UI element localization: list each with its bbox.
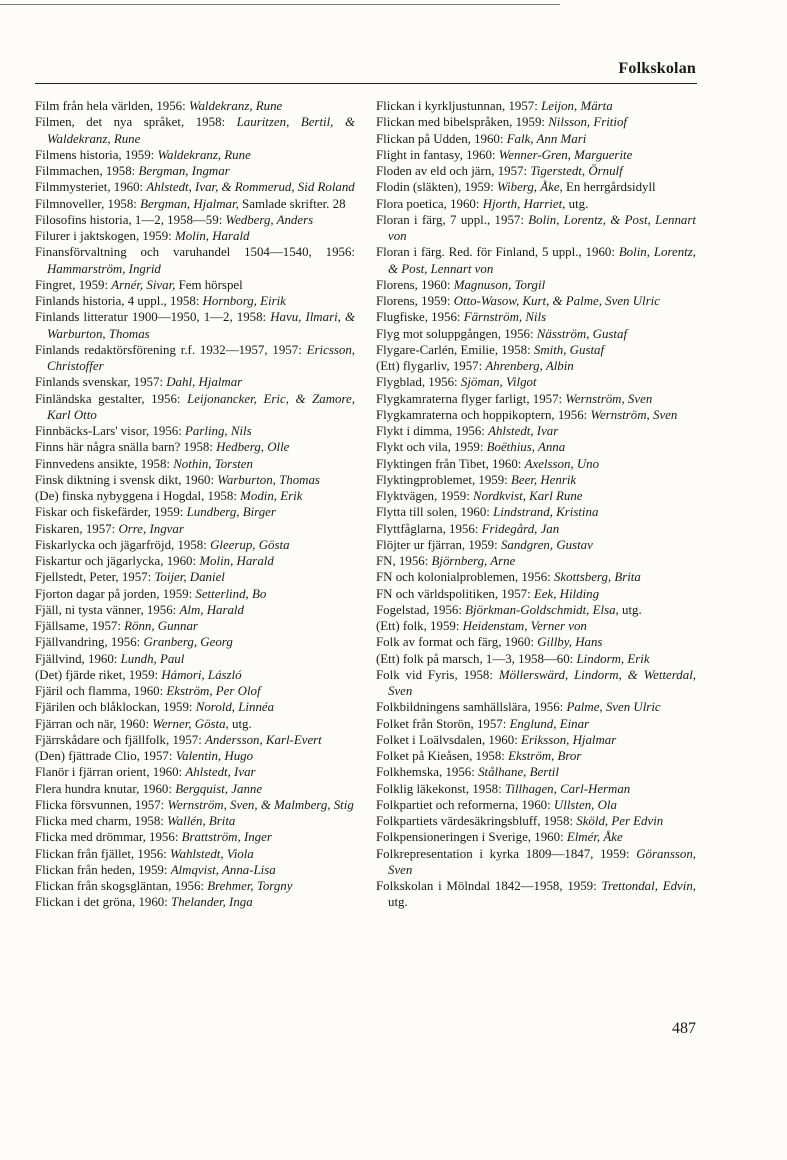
entry-author: Gleerup, Gösta xyxy=(210,537,290,552)
index-entry xyxy=(376,212,696,245)
entry-author: Bergman, Hjalmar, xyxy=(140,196,239,211)
running-head: Folkskolan xyxy=(618,60,696,77)
index-entry xyxy=(35,472,355,488)
index-entry xyxy=(35,602,355,618)
entry-title: Flight in fantasy, 1960: xyxy=(376,147,499,162)
index-entry xyxy=(35,586,355,602)
index-entry xyxy=(376,358,696,374)
entry-title: Finlands litteratur 1900—1950, 1—2, 1958: xyxy=(35,310,271,325)
index-entry xyxy=(376,586,696,602)
entry-author: Valentin, Hugo xyxy=(175,749,254,763)
index-entry xyxy=(35,537,355,553)
entry-author: Arnér, Sivar, xyxy=(111,277,176,292)
page-number: 487 xyxy=(672,1020,696,1037)
entry-title: Flykt och vila, 1959: xyxy=(376,440,487,455)
entry-author: Ahlstedt, Ivar xyxy=(488,424,559,438)
index-entry xyxy=(35,651,355,667)
entry-author: Björkman-Goldschmidt, Elsa, xyxy=(465,602,619,617)
entry-author: Eek, Hilding xyxy=(533,586,600,601)
entry-author: Hámori, László xyxy=(161,667,242,682)
entry-title: Folkrepresentation i kyrka 1809—1847, 1959: xyxy=(376,846,637,861)
index-entry xyxy=(376,797,696,813)
entry-author: Stålhane, Bertil xyxy=(478,765,559,780)
entry-title: Flygare-Carlén, Emilie, 1958: xyxy=(376,342,534,357)
entry-note: utg. xyxy=(388,895,408,910)
entry-author: Hjorth, Harriet, xyxy=(482,196,566,211)
entry-author: Havu, Ilmari, & Warburton, Thomas xyxy=(47,310,355,341)
entry-author: Lauritzen, Bertil, & Waldekranz, Rune xyxy=(47,115,355,146)
entry-author: Bolin, Lorentz, & Post, Lennart von xyxy=(388,245,696,276)
entry-author: Orre, Ingvar xyxy=(118,521,184,536)
index-entry xyxy=(35,212,355,228)
entry-title: Floden av eld och järn, 1957: xyxy=(376,164,531,178)
entry-author: Hornborg, Eirik xyxy=(202,294,286,308)
entry-author: Björnberg, Arne xyxy=(431,554,516,568)
index-entry xyxy=(35,667,355,683)
entry-author: Skottsberg, Brita xyxy=(553,570,641,585)
index-entry xyxy=(35,846,355,862)
index-entry xyxy=(376,569,696,585)
index-entry xyxy=(35,894,355,910)
index-entry xyxy=(35,748,355,764)
index-entry xyxy=(376,764,696,780)
index-entry xyxy=(376,439,696,455)
entry-title: Florens, 1960: xyxy=(376,277,454,292)
index-entry xyxy=(35,114,355,147)
entry-author: Färnström, Nils xyxy=(463,310,547,325)
index-entry xyxy=(35,862,355,878)
entry-title: Filmmysteriet, 1960: xyxy=(35,180,147,195)
index-entry xyxy=(35,504,355,520)
entry-title: Flygkamraterna flyger farligt, 1957: xyxy=(376,391,566,406)
entry-title: Fiskaren, 1957: xyxy=(35,521,119,536)
entry-note: utg. xyxy=(228,716,252,731)
entry-author: Trettondal, Edvin, xyxy=(601,879,696,893)
entry-author: Eriksson, Hjalmar xyxy=(521,732,617,747)
entry-author: Näsström, Gustaf xyxy=(536,326,628,341)
entry-author: Granberg, Georg xyxy=(143,635,233,650)
entry-title: Film från hela världen, 1956: xyxy=(35,99,189,113)
entry-author: Smith, Gustaf xyxy=(533,342,605,357)
entry-author: Axelsson, Uno xyxy=(524,456,600,471)
entry-author: Alm, Harald xyxy=(179,602,244,617)
entry-title: Fjäril och flamma, 1960: xyxy=(35,684,167,698)
entry-author: Wernström, Sven xyxy=(590,407,678,422)
entry-title: Finlands redaktörsförening r.f. 1932—1957, 1957: xyxy=(35,342,307,357)
entry-author: Bergman, Ingmar xyxy=(138,164,230,178)
index-entry xyxy=(35,634,355,650)
entry-title: Fiskar och fiskefärder, 1959: xyxy=(35,505,187,520)
entry-author: Modin, Erik xyxy=(240,489,303,503)
index-entry xyxy=(376,618,696,634)
entry-title: (Ett) folk, 1959: xyxy=(376,619,463,633)
left-column xyxy=(35,98,355,911)
entry-author: Beer, Henrik xyxy=(511,472,577,487)
index-entry xyxy=(376,748,696,764)
entry-title: Flickan i det gröna, 1960: xyxy=(35,895,172,910)
index-entry xyxy=(35,277,355,293)
entry-author: Ahrenberg, Albin xyxy=(485,359,574,373)
entry-author: Ekström, Per Olof xyxy=(166,684,261,698)
entry-note: utg. xyxy=(565,196,589,211)
entry-title: Flickan från fjället, 1956: xyxy=(35,846,170,861)
entry-author: Boëthius, Anna xyxy=(486,440,566,455)
index-entry xyxy=(35,293,355,309)
index-entry xyxy=(35,163,355,179)
entry-title: Filmens historia, 1959: xyxy=(35,147,158,162)
index-entry xyxy=(376,326,696,342)
index-entry xyxy=(376,196,696,212)
entry-title: Filmnoveller, 1958: xyxy=(35,196,141,211)
index-entry xyxy=(35,716,355,732)
index-entry xyxy=(35,569,355,585)
entry-title: Fiskartur och jägarlycka, 1960: xyxy=(35,554,200,568)
entry-author: Palme, Sven Ulric xyxy=(566,700,661,715)
entry-title: Floran i färg, 7 uppl., 1957: xyxy=(376,212,529,227)
entry-author: Rönn, Gunnar xyxy=(124,619,198,633)
entry-title: Flickan från skogsgläntan, 1956: xyxy=(35,879,208,893)
entry-author: Bolin, Lorentz, & Post, Lennart von xyxy=(388,212,696,243)
entry-title: Flicka med charm, 1958: xyxy=(35,814,168,828)
entry-title: Filmmachen, 1958: xyxy=(35,164,139,178)
index-entry xyxy=(35,196,355,212)
entry-title: Finlands historia, 4 uppl., 1958: xyxy=(35,294,203,308)
index-entry xyxy=(35,228,355,244)
index-entry xyxy=(376,504,696,520)
entry-title: Flygkamraterna och hoppikoptern, 1956: xyxy=(376,407,591,422)
entry-author: Setterlind, Bo xyxy=(195,586,267,601)
index-entry xyxy=(376,131,696,147)
index-entry xyxy=(376,667,696,700)
entry-author: Wiberg, Åke, xyxy=(497,180,563,195)
entry-author: Falk, Ann Mari xyxy=(506,131,587,146)
index-entry xyxy=(35,781,355,797)
entry-author: Wernström, Sven xyxy=(565,391,653,406)
entry-title: Folket i Loälvsdalen, 1960: xyxy=(376,732,522,747)
entry-author: Nilsson, Fritiof xyxy=(548,115,627,130)
entry-title: Fjällvind, 1960: xyxy=(35,651,121,666)
index-entry xyxy=(376,147,696,163)
entry-title: (Det) fjärde riket, 1959: xyxy=(35,667,162,682)
index-entry xyxy=(35,764,355,780)
entry-title: Fiskarlycka och jägarfröjd, 1958: xyxy=(35,537,211,552)
entry-title: Flicka med drömmar, 1956: xyxy=(35,830,182,845)
entry-title: Finsk diktning i svensk dikt, 1960: xyxy=(35,472,218,487)
entry-title: (De) finska nybyggena i Hogdal, 1958: xyxy=(35,489,241,503)
entry-title: Finns här några snälla barn? 1958: xyxy=(35,440,217,455)
entry-title: Filosofins historia, 1—2, 1958—59: xyxy=(35,212,226,227)
entry-title: Flera hundra knutar, 1960: xyxy=(35,781,176,796)
entry-author: Fridegård, Jan xyxy=(481,521,560,536)
entry-title: FN och världspolitiken, 1957: xyxy=(376,586,534,601)
entry-title: Flickan på Udden, 1960: xyxy=(376,131,507,146)
entry-title: Flyktvägen, 1959: xyxy=(376,489,474,503)
entry-author: Wedberg, Anders xyxy=(225,212,314,227)
entry-title: Fjärrskådare och fjällfolk, 1957: xyxy=(35,732,206,747)
right-column xyxy=(376,98,696,911)
entry-title: Flygblad, 1956: xyxy=(376,375,461,390)
index-entry xyxy=(35,98,355,114)
index-entry xyxy=(376,537,696,553)
entry-author: Möllerswärd, Lindorm, & Wetterdal, Sven xyxy=(388,667,696,698)
entry-author: Brehmer, Torgny xyxy=(207,879,293,893)
entry-title: Florens, 1959: xyxy=(376,294,454,308)
entry-title: Folkskolan i Mölndal 1842—1958, 1959: xyxy=(376,879,602,893)
entry-author: Heidenstam, Verner von xyxy=(462,619,587,633)
entry-title: FN, 1956: xyxy=(376,554,432,568)
entry-author: Werner, Gösta, xyxy=(152,716,229,731)
entry-title: Fjällvandring, 1956: xyxy=(35,635,144,650)
entry-author: Ericsson, Christoffer xyxy=(47,342,355,373)
entry-title: Flugfiske, 1956: xyxy=(376,310,464,325)
entry-title: Flicka försvunnen, 1957: xyxy=(35,797,168,812)
entry-author: Leijonancker, Eric, & Zamore, Karl Otto xyxy=(47,391,355,422)
index-entry xyxy=(35,813,355,829)
entry-author: Nothin, Torsten xyxy=(173,456,253,471)
entry-title: Fingret, 1959: xyxy=(35,277,112,292)
entry-author: Norold, Linnéa xyxy=(195,700,275,715)
index-entry xyxy=(376,98,696,114)
index-entry xyxy=(35,439,355,455)
entry-author: Tigerstedt, Örnulf xyxy=(530,164,623,178)
entry-author: Elmér, Åke xyxy=(566,830,623,845)
entry-author: Tillhagen, Carl-Herman xyxy=(504,781,631,796)
index-entry xyxy=(376,602,696,618)
entry-author: Parling, Nils xyxy=(185,424,252,438)
entry-author: Ekström, Bror xyxy=(508,749,582,763)
index-entry xyxy=(376,244,696,277)
entry-note: Samlade skrifter. 28 xyxy=(238,196,346,211)
index-entry xyxy=(35,829,355,845)
entry-title: Fjäll, ni tysta vänner, 1956: xyxy=(35,602,180,617)
entry-author: Gillby, Hans xyxy=(537,635,603,650)
entry-title: Folkhemska, 1956: xyxy=(376,765,479,780)
index-entry xyxy=(376,179,696,195)
index-entry xyxy=(35,391,355,424)
entry-title: Folket från Storön, 1957: xyxy=(376,716,510,731)
entry-author: Ullsten, Ola xyxy=(553,797,617,812)
entry-author: Wallén, Brita xyxy=(167,814,236,828)
entry-author: Leijon, Märta xyxy=(541,99,613,113)
index-entry xyxy=(35,683,355,699)
entry-title: Flyg mot soluppgången, 1956: xyxy=(376,326,537,341)
index-entry xyxy=(35,618,355,634)
index-entry xyxy=(35,423,355,439)
entry-title: Folkpensioneringen i Sverige, 1960: xyxy=(376,830,567,845)
index-entry xyxy=(376,521,696,537)
entry-note: Fem hörspel xyxy=(175,277,243,292)
index-entry xyxy=(376,651,696,667)
entry-note: En herrgårdsidyll xyxy=(562,180,656,195)
entry-title: Fjellstedt, Peter, 1957: xyxy=(35,570,155,585)
index-entry xyxy=(376,716,696,732)
entry-title: Finansförvaltning och varuhandel 1504—1540, 1956: xyxy=(35,245,355,260)
entry-author: Warburton, Thomas xyxy=(217,472,320,487)
index-entry xyxy=(376,114,696,130)
entry-author: Almqvist, Anna-Lisa xyxy=(170,862,276,877)
entry-title: Flickan i kyrkljustunnan, 1957: xyxy=(376,99,542,113)
index-entry xyxy=(35,521,355,537)
entry-title: (Den) fjättrade Clio, 1957: xyxy=(35,749,176,763)
entry-author: Molin, Harald xyxy=(175,229,250,243)
entry-author: Sandgren, Gustav xyxy=(500,537,593,552)
entry-author: Brattström, Inger xyxy=(181,830,272,845)
entry-title: Fjärran och när, 1960: xyxy=(35,716,153,731)
index-entry xyxy=(376,699,696,715)
entry-title: Flyttfåglarna, 1956: xyxy=(376,521,482,536)
entry-author: Otto-Wasow, Kurt, & Palme, Sven Ulric xyxy=(453,294,660,308)
index-entry xyxy=(35,699,355,715)
index-entry xyxy=(376,423,696,439)
index-entry xyxy=(376,732,696,748)
index-entry xyxy=(35,374,355,390)
entry-author: Waldekranz, Rune xyxy=(157,147,251,162)
entry-title: (Ett) folk på marsch, 1—3, 1958—60: xyxy=(376,651,577,666)
index-entry xyxy=(376,391,696,407)
entry-title: Flanör i fjärran orient, 1960: xyxy=(35,765,186,780)
entry-title: Fjällsame, 1957: xyxy=(35,619,125,633)
index-entry xyxy=(376,781,696,797)
entry-title: Filurer i jaktskogen, 1959: xyxy=(35,229,175,243)
entry-title: Filmen, det nya språket, 1958: xyxy=(35,115,237,130)
entry-author: Hedberg, Olle xyxy=(216,440,290,455)
entry-author: Magnuson, Torgil xyxy=(453,277,546,292)
index-entry xyxy=(376,878,696,911)
entry-author: Göransson, Sven xyxy=(388,846,696,877)
index-entry xyxy=(35,488,355,504)
entry-title: Finnbäcks-Lars' visor, 1956: xyxy=(35,424,186,438)
entry-author: Wernström, Sven, & Malmberg, Stig xyxy=(167,797,354,812)
entry-title: Flodin (släkten), 1959: xyxy=(376,180,498,195)
index-entry xyxy=(376,277,696,293)
entry-title: Folkpartiet och reformerna, 1960: xyxy=(376,797,554,812)
entry-title: Flora poetica, 1960: xyxy=(376,196,483,211)
index-entry xyxy=(35,797,355,813)
entry-author: Nordkvist, Karl Rune xyxy=(473,489,583,503)
entry-title: Flytta till solen, 1960: xyxy=(376,505,494,520)
entry-author: Ahlstedt, Ivar, & Rommerud, Sid Roland xyxy=(146,180,355,195)
entry-title: Flöjter ur fjärran, 1959: xyxy=(376,537,501,552)
index-entry xyxy=(35,179,355,195)
entry-author: Thelander, Inga xyxy=(171,895,253,910)
index-entry xyxy=(35,147,355,163)
index-entry xyxy=(376,342,696,358)
header-rule xyxy=(35,83,697,84)
entry-title: Finlands svenskar, 1957: xyxy=(35,375,167,390)
entry-author: Molin, Harald xyxy=(199,554,274,568)
entry-author: Ahlstedt, Ivar xyxy=(185,765,256,780)
entry-title: Flickan från heden, 1959: xyxy=(35,862,171,877)
index-entry xyxy=(35,309,355,342)
index-entry xyxy=(376,813,696,829)
entry-title: Folkbildningens samhällslära, 1956: xyxy=(376,700,567,715)
entry-author: Wahlstedt, Viola xyxy=(169,846,254,861)
index-entry xyxy=(35,342,355,375)
index-entry xyxy=(35,878,355,894)
index-entry xyxy=(35,244,355,277)
index-entry xyxy=(376,634,696,650)
entry-title: Folk av format och färg, 1960: xyxy=(376,635,538,650)
entry-author: Lundh, Paul xyxy=(120,651,185,666)
index-entry xyxy=(376,407,696,423)
entry-title: Fjorton dagar på jorden, 1959: xyxy=(35,586,196,601)
entry-author: Englund, Einar xyxy=(509,716,590,731)
entry-author: Sköld, Per Edvin xyxy=(576,814,664,828)
index-entry xyxy=(376,472,696,488)
entry-author: Andersson, Karl-Evert xyxy=(205,732,322,747)
index-entry xyxy=(376,163,696,179)
index-entry xyxy=(35,553,355,569)
entry-author: Wenner-Gren, Marguerite xyxy=(498,147,633,162)
entry-note: utg. xyxy=(618,602,642,617)
entry-author: Dahl, Hjalmar xyxy=(166,375,243,390)
entry-author: Sjöman, Vilgot xyxy=(460,375,537,390)
entry-title: Flyktingen från Tibet, 1960: xyxy=(376,456,525,471)
entry-title: Floran i färg. Red. för Finland, 5 uppl., 1960: xyxy=(376,245,619,260)
entry-title: Fjärilen och blåklockan, 1959: xyxy=(35,700,196,715)
index-entry xyxy=(376,309,696,325)
index-entry xyxy=(376,553,696,569)
index-entry xyxy=(35,732,355,748)
index-entry xyxy=(376,829,696,845)
entry-title: Flickan med bibelspråken, 1959: xyxy=(376,115,549,130)
entry-title: Folkpartiets värdesäkringsbluff, 1958: xyxy=(376,814,577,828)
entry-author: Lindstrand, Kristina xyxy=(493,505,599,520)
index-entry xyxy=(376,846,696,879)
index-entry xyxy=(376,374,696,390)
entry-author: Waldekranz, Rune xyxy=(188,99,283,113)
entry-title: Folklig läkekonst, 1958: xyxy=(376,781,505,796)
entry-title: Finnvedens ansikte, 1958: xyxy=(35,456,174,471)
entry-title: FN och kolonialproblemen, 1956: xyxy=(376,570,554,585)
entry-author: Bergquist, Janne xyxy=(175,781,263,796)
index-entry xyxy=(376,293,696,309)
index-entry xyxy=(376,488,696,504)
entry-title: (Ett) flygarliv, 1957: xyxy=(376,359,486,373)
entry-title: Flykt i dimma, 1956: xyxy=(376,424,489,438)
entry-title: Finländska gestalter, 1956: xyxy=(35,391,188,406)
entry-author: Hammarström, Ingrid xyxy=(47,261,161,276)
entry-title: Folket på Kieåsen, 1958: xyxy=(376,749,509,763)
index-entry xyxy=(35,456,355,472)
top-edge-rule xyxy=(0,4,560,5)
index-entry xyxy=(376,456,696,472)
entry-title: Flyktingproblemet, 1959: xyxy=(376,472,511,487)
entry-title: Folk vid Fyris, 1958: xyxy=(376,667,499,682)
entry-author: Lindorm, Erik xyxy=(576,651,650,666)
entry-author: Lundberg, Birger xyxy=(186,505,276,520)
entry-title: Fogelstad, 1956: xyxy=(376,602,466,617)
entry-author: Toijer, Daniel xyxy=(154,570,225,585)
